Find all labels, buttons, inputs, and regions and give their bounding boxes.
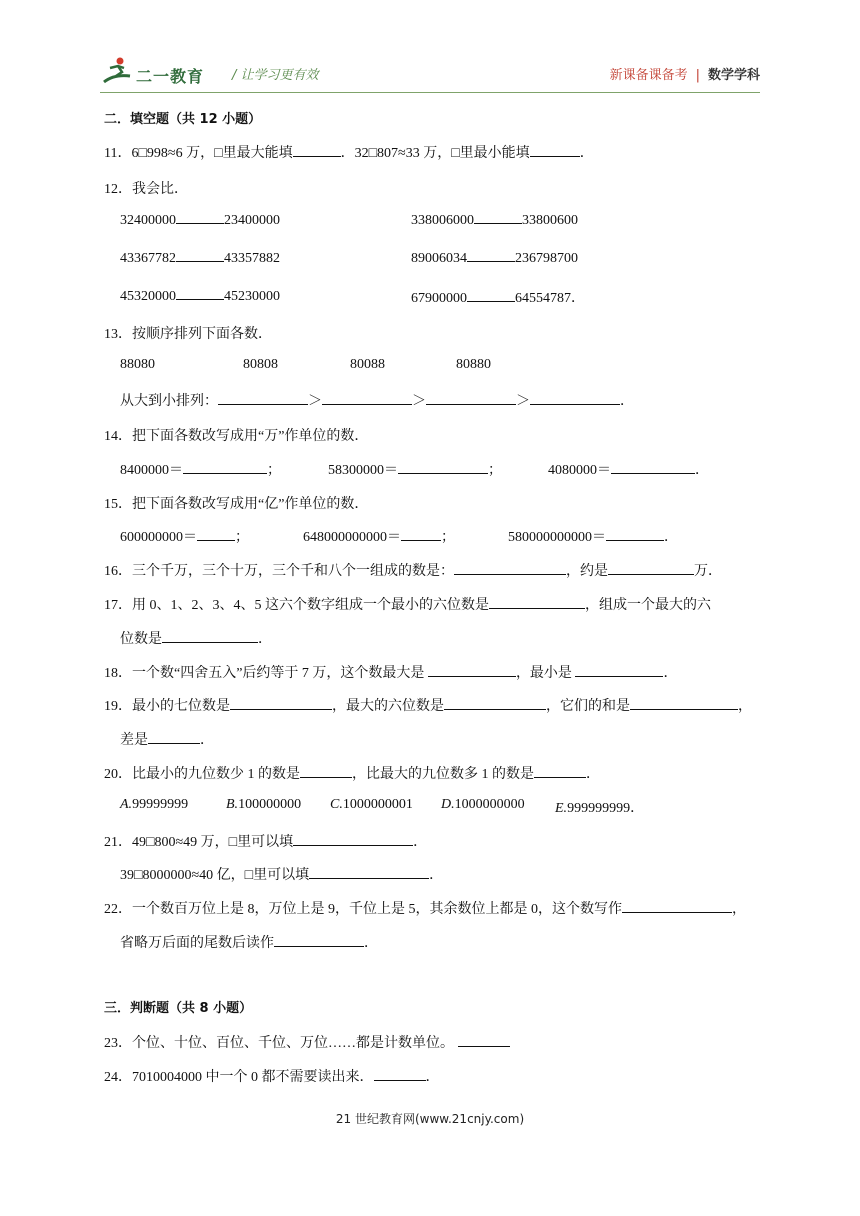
section-heading-true-false: 三．判断题（共 8 小题） bbox=[104, 1001, 253, 1016]
gt-sign: ＞ bbox=[516, 394, 530, 409]
compare-blank[interactable] bbox=[467, 289, 515, 302]
order-blank[interactable] bbox=[426, 392, 516, 405]
q22-blank-1[interactable] bbox=[622, 900, 732, 913]
page-header bbox=[100, 52, 760, 92]
q11-blank-1[interactable] bbox=[293, 144, 341, 157]
question-15-title: 15．把下面各数改写成用“亿”作单位的数． bbox=[104, 497, 369, 512]
q17-blank-1[interactable] bbox=[489, 596, 585, 609]
question-11 bbox=[104, 142, 594, 162]
compare-blank[interactable] bbox=[176, 211, 224, 224]
q14-expr: 8400000＝ bbox=[120, 463, 183, 478]
q15-blank[interactable] bbox=[401, 528, 441, 541]
q11-text-b: ．32□807≈33 万，□里最小能填 bbox=[340, 146, 530, 161]
option-letter: E. bbox=[555, 801, 568, 816]
compare-blank[interactable] bbox=[176, 287, 224, 300]
q11-blank-2[interactable] bbox=[530, 144, 580, 157]
gt-sign: ＞ bbox=[412, 394, 426, 409]
compare-left: 32400000 bbox=[120, 213, 176, 228]
q22-text-b: ， bbox=[732, 902, 746, 917]
compare-item bbox=[120, 211, 280, 229]
q22-blank-2[interactable] bbox=[274, 934, 364, 947]
q23-blank[interactable] bbox=[458, 1034, 510, 1047]
question-23 bbox=[104, 1032, 510, 1052]
compare-left: 45320000 bbox=[120, 289, 176, 304]
q19-text-f: ． bbox=[200, 733, 214, 748]
q19-text-e: 差是 bbox=[120, 733, 148, 748]
q21-text-c: 39□8000000≈40 亿，□里可以填 bbox=[120, 868, 310, 883]
number-item: 80088 bbox=[350, 357, 385, 372]
question-18 bbox=[104, 662, 677, 682]
q19-text-c: ，它们的和是 bbox=[546, 699, 630, 714]
semicolon: ； bbox=[267, 463, 281, 478]
option-c[interactable] bbox=[330, 797, 413, 813]
question-24 bbox=[104, 1066, 440, 1086]
option-a[interactable] bbox=[120, 797, 188, 813]
q15-item bbox=[303, 526, 455, 546]
compare-right: 45230000 bbox=[224, 289, 280, 304]
order-blank[interactable] bbox=[218, 392, 308, 405]
q17-text-d: ． bbox=[258, 632, 272, 647]
q21-text-b: ． bbox=[413, 835, 428, 850]
q18-blank-1[interactable] bbox=[428, 664, 516, 677]
question-14-title: 14．把下面各数改写成用“万”作单位的数． bbox=[104, 429, 369, 444]
q19-text-a: 19．最小的七位数是 bbox=[104, 699, 230, 714]
q15-end: ． bbox=[664, 530, 678, 545]
option-value: 100000000 bbox=[238, 797, 302, 812]
compare-item bbox=[120, 287, 280, 305]
q17-text-b: ，组成一个最大的六 bbox=[585, 598, 711, 613]
q14-expr: 4080000＝ bbox=[548, 463, 611, 478]
q15-expr: 648000000000＝ bbox=[303, 530, 401, 545]
compare-left: 67900000 bbox=[411, 291, 467, 306]
q20-text-b: ，比最大的九位数多 1 的数是 bbox=[352, 767, 534, 782]
section-heading-fill-blank: 二．填空题（共 12 小题） bbox=[104, 112, 262, 127]
compare-item bbox=[120, 249, 280, 267]
question-21 bbox=[104, 831, 427, 851]
semicolon: ； bbox=[235, 530, 249, 545]
number-item: 88080 bbox=[120, 357, 155, 372]
question-19 bbox=[104, 695, 752, 715]
q15-item bbox=[120, 526, 249, 546]
q17-text-a: 17．用 0、1、2、3、4、5 这六个数字组成一个最小的六位数是 bbox=[104, 598, 489, 613]
q18-text-b: ，最小是 bbox=[515, 666, 572, 681]
q15-blank[interactable] bbox=[197, 528, 235, 541]
q16-text-a: 16．三个千万，三个十万，三个千和八个一组成的数是： bbox=[104, 564, 454, 579]
course-label: 新课备课备考 bbox=[609, 68, 688, 83]
q14-blank[interactable] bbox=[611, 461, 695, 474]
compare-item bbox=[411, 287, 585, 307]
compare-left: 43367782 bbox=[120, 251, 176, 266]
q14-expr: 58300000＝ bbox=[328, 463, 398, 478]
question-17 bbox=[104, 594, 711, 614]
compare-blank[interactable] bbox=[467, 249, 515, 262]
q19-text-b: ，最大的六位数是 bbox=[332, 699, 444, 714]
q17-text-c: 位数是 bbox=[120, 632, 162, 647]
subject-label bbox=[610, 64, 760, 83]
header-divider bbox=[100, 92, 760, 93]
question-20 bbox=[104, 763, 600, 783]
option-letter: D. bbox=[441, 797, 455, 812]
compare-blank[interactable] bbox=[474, 211, 522, 224]
question-22-cont bbox=[120, 932, 378, 952]
compare-right: 43357882 bbox=[224, 251, 280, 266]
runner-logo-icon bbox=[100, 56, 134, 86]
q19-blank-3[interactable] bbox=[630, 697, 738, 710]
q18-text-c: ． bbox=[663, 666, 678, 681]
q18-blank-2[interactable] bbox=[575, 664, 663, 677]
q15-expr: 580000000000＝ bbox=[508, 530, 606, 545]
q14-item bbox=[328, 459, 502, 479]
q19-blank-2[interactable] bbox=[444, 697, 546, 710]
compare-left: 338006000 bbox=[411, 213, 474, 228]
q20-text-c: ． bbox=[586, 767, 600, 782]
q13-order-line bbox=[120, 390, 634, 410]
option-value: 99999999 bbox=[132, 797, 189, 812]
header-separator: | bbox=[695, 68, 700, 83]
q20-text-a: 20．比最小的九位数少 1 的数是 bbox=[104, 767, 300, 782]
option-e[interactable] bbox=[555, 797, 644, 817]
q16-blank-1[interactable] bbox=[454, 562, 566, 575]
semicolon: ； bbox=[488, 463, 502, 478]
order-blank[interactable] bbox=[530, 392, 620, 405]
gt-sign: ＞ bbox=[308, 394, 322, 409]
q15-item bbox=[508, 526, 678, 546]
q22-text-c: 省略万后面的尾数后读作 bbox=[120, 936, 274, 951]
q21-blank-1[interactable] bbox=[293, 833, 413, 846]
q19-text-d: ， bbox=[738, 699, 752, 714]
option-value: 999999999． bbox=[567, 801, 645, 816]
question-13-title: 13．按顺序排列下面各数． bbox=[104, 327, 272, 342]
order-blank[interactable] bbox=[322, 392, 412, 405]
option-value: 1000000000 bbox=[454, 797, 525, 812]
number-item: 80880 bbox=[456, 357, 491, 372]
compare-blank[interactable] bbox=[176, 249, 224, 262]
option-letter: B. bbox=[226, 797, 239, 812]
q21-text-a: 21．49□800≈49 万，□里可以填 bbox=[104, 835, 294, 850]
q21-blank-2[interactable] bbox=[309, 866, 429, 879]
compare-right: 64554787． bbox=[515, 291, 585, 306]
question-19-cont bbox=[120, 729, 214, 749]
q23-text: 23．个位、十位、百位、千位、万位……都是计数单位。 bbox=[104, 1036, 454, 1051]
q16-text-c: 万． bbox=[694, 564, 722, 579]
q24-text-b: ． bbox=[425, 1070, 440, 1085]
q22-text-d: ． bbox=[364, 936, 378, 951]
semicolon: ； bbox=[441, 530, 455, 545]
q14-end: ． bbox=[695, 463, 709, 478]
question-16 bbox=[104, 560, 722, 580]
q20-blank-2[interactable] bbox=[534, 765, 586, 778]
slogan: / 让学习更有效 bbox=[232, 68, 319, 83]
logo bbox=[100, 56, 230, 88]
number-item: 80808 bbox=[243, 357, 278, 372]
q13-end: ． bbox=[620, 394, 634, 409]
option-letter: A. bbox=[120, 797, 133, 812]
q17-blank-2[interactable] bbox=[162, 630, 258, 643]
q19-blank-4[interactable] bbox=[148, 731, 200, 744]
q16-blank-2[interactable] bbox=[608, 562, 694, 575]
q20-blank-1[interactable] bbox=[300, 765, 352, 778]
q22-text-a: 22．一个数百万位上是 8，万位上是 9，千位上是 5，其余数位上都是 0，这个数写作 bbox=[104, 902, 622, 917]
q11-text-c: ． bbox=[579, 146, 594, 161]
q14-blank[interactable] bbox=[183, 461, 267, 474]
compare-left: 89006034 bbox=[411, 251, 467, 266]
q14-item bbox=[548, 459, 709, 479]
question-21-cont bbox=[120, 864, 443, 884]
q13-order-label: 从大到小排列： bbox=[120, 394, 218, 409]
subject-name: 数学学科 bbox=[707, 68, 760, 83]
compare-item bbox=[411, 249, 578, 267]
option-letter: C. bbox=[330, 797, 343, 812]
logo-text: 二一教育 bbox=[136, 67, 205, 86]
option-d[interactable] bbox=[441, 797, 525, 813]
option-value: 1000000001 bbox=[342, 797, 413, 812]
question-17-cont bbox=[120, 628, 272, 648]
compare-right: 23400000 bbox=[224, 213, 280, 228]
q24-text-a: 24．7010004000 中一个 0 都不需要读出来． bbox=[104, 1070, 374, 1085]
q14-item bbox=[120, 459, 281, 479]
compare-right: 33800600 bbox=[522, 213, 578, 228]
q14-blank[interactable] bbox=[398, 461, 488, 474]
q21-text-d: ． bbox=[429, 868, 444, 883]
q24-blank[interactable] bbox=[374, 1068, 426, 1081]
q16-text-b: ，约是 bbox=[566, 564, 608, 579]
q19-blank-1[interactable] bbox=[230, 697, 332, 710]
compare-item bbox=[411, 211, 578, 229]
compare-right: 236798700 bbox=[515, 251, 578, 266]
question-22 bbox=[104, 898, 746, 918]
q18-text-a: 18．一个数“四舍五入”后约等于 7 万，这个数最大是 bbox=[104, 666, 425, 681]
question-12-title: 12．我会比． bbox=[104, 182, 188, 197]
q15-expr: 600000000＝ bbox=[120, 530, 197, 545]
page-footer: 21 世纪教育网(www.21cnjy.com) bbox=[335, 1112, 525, 1126]
q11-text-a: 11．6□998≈6 万，□里最大能填 bbox=[104, 146, 293, 161]
q15-blank[interactable] bbox=[606, 528, 664, 541]
option-b[interactable] bbox=[226, 797, 301, 813]
